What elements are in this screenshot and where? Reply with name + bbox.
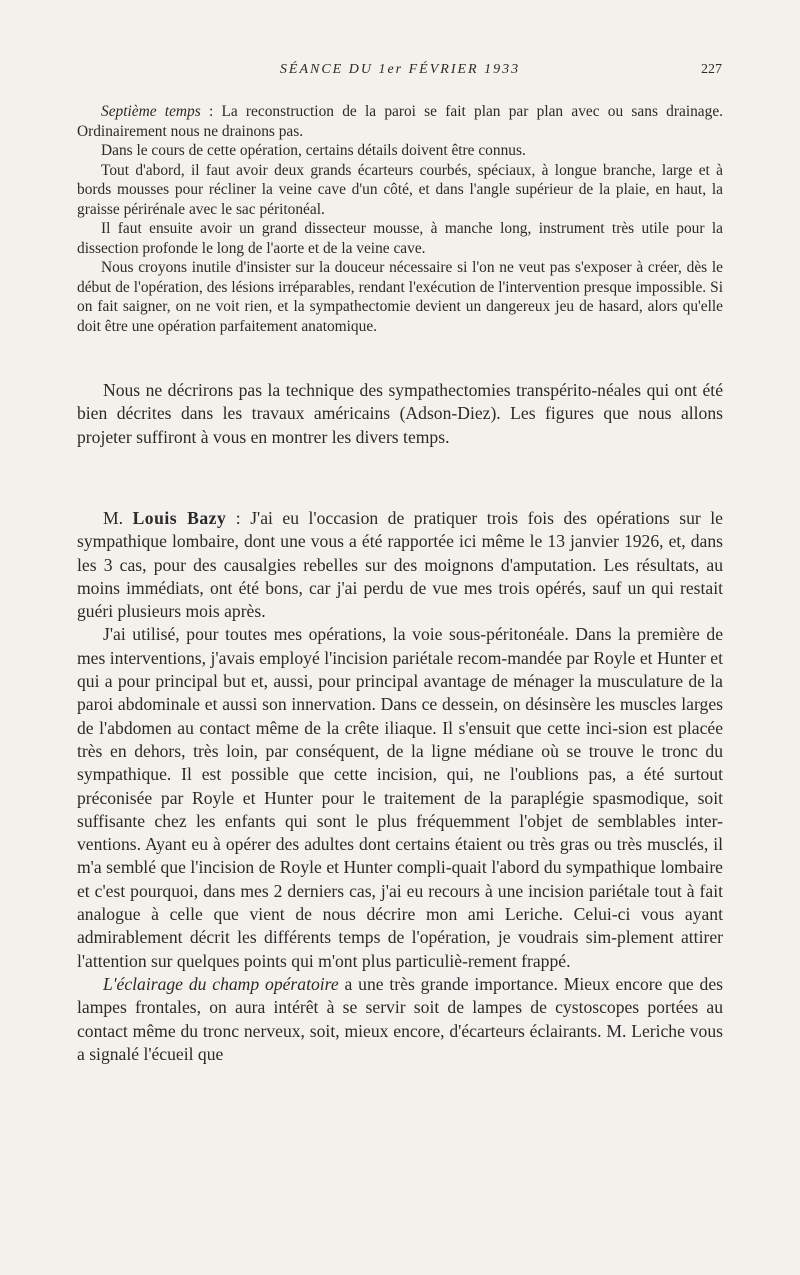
page-number: 227 [701,62,722,77]
paragraph: J'ai utilisé, pour toutes mes opérations, la voie sous-péritonéale. Dans la première de mes interventions, j'avais employé l'incision pariétale recom-mandée par Royle et Hunter et qui a pour principal but et, aussi, pour principal avantage de ménager la musculature de la paroi abdominale et aussi son innervation. Dans ce dessein, on désinsère les muscles larges de l'abdomen au contact même de la crête iliaque. Il s'ensuit que cette inci-sion est placée très en dehors, très loin, par conséquent, de la ligne médiane où se trouve le tronc du sympathique. Il est possible que cette incision, qui, ne l'oublions pas, a été surtout préconisée par Royle et Hunter pour le traitement de la paraplégie spasmodique, soit suffisante chez les enfants qui sont le plus fréquemment l'objet de semblables inter-ventions. Ayant eu à opérer des adultes dont certains étaient ou très gras ou très musclés, il m'a semblé que l'incision de Royle et Hunter compli-quait l'abord du sympathique lombaire et c'est pourquoi, dans mes 2 derniers cas, j'ai eu recours à une incision pariétale tout à fait analogue à celle que vient de nous décrire mon ami Leriche. Celui-ci vous ayant admirablement décrit les différents temps de l'opération, je voudrais sim-plement attirer l'attention sur quelques points qui m'ont plus particuliè-rement frappé. [77,624,723,971]
paragraph-text: : J'ai eu l'occasion de pratiquer trois fois des opérations sur le sympathique lombaire, dont une vous a été rapportée ici même le 13 janvier 1926, et, dans les 3 cas, pour des causalgies rebelles sur des moignons d'amputation. Les résultats, au moins immédiats, ont été bons, car j'ai perdu de vue mes trois opérés, sauf un qui restait guéri plusieurs mois après. [77,508,723,622]
speaker-prefix: M. [103,508,133,528]
section-transperitoneal [77,379,723,449]
speaker-name: Louis Bazy [132,508,227,528]
step-heading: Septième temps [101,103,201,120]
running-title: SÉANCE DU 1er FÉVRIER 1933 [279,62,521,77]
section-seventh-step [77,102,723,336]
topic-heading: L'éclairage du champ opératoire [103,973,339,994]
paragraph: Nous croyons inutile d'insister sur la douceur nécessaire si l'on ne veut pas s'exposer à créer, dès le début de l'opération, des lésions irréparables, rendant l'exécution de l'intervention presque impossible. Si on fait saigner, on ne voit rien, et la sympathectomie devient un dangereux jeu de hasard, alors qu'elle doit être une opération parfaitement anatomique. [77,259,723,335]
paragraph: Tout d'abord, il faut avoir deux grands écarteurs courbés, spéciaux, à longue branche, large et à bords mousses pour récliner la veine cave d'un côté, et dans l'angle supérieur de la plaie, en haut, la graisse périrénale avec le sac péritonéal. [77,161,723,218]
page-header [0,62,800,84]
paragraph: Dans le cours de cette opération, certains détails doivent être connus. [101,142,526,159]
section-bazy-discussion [77,507,723,1066]
paragraph: Il faut ensuite avoir un grand dissecteur mousse, à manche long, instrument très utile pour la dissection profonde le long de l'aorte et de la veine cave. [77,220,723,257]
paragraph [77,102,723,141]
paragraph: Nous ne décrirons pas la technique des sympathectomies transpérito-néales qui ont été bien décrites dans les travaux américains (Adson-Diez). Les figures que nous allons projeter suffiront à vous en montrer les divers temps. [77,380,723,447]
paragraph-text: a une très grande importance. Mieux encore que des lampes frontales, on aura intérêt à se servir soit de lampes de cystoscopes portées au contact même du tronc nerveux, soit, mieux encore, d'écarteurs éclairants. M. Leriche vous a signalé l'écueil que [77,973,723,1064]
paragraph [77,507,723,623]
paragraph-text: : La reconstruction de la paroi se fait plan par plan avec ou sans drainage. Ordinairement nous ne drainons pas. [77,103,723,140]
paragraph [77,973,723,1066]
